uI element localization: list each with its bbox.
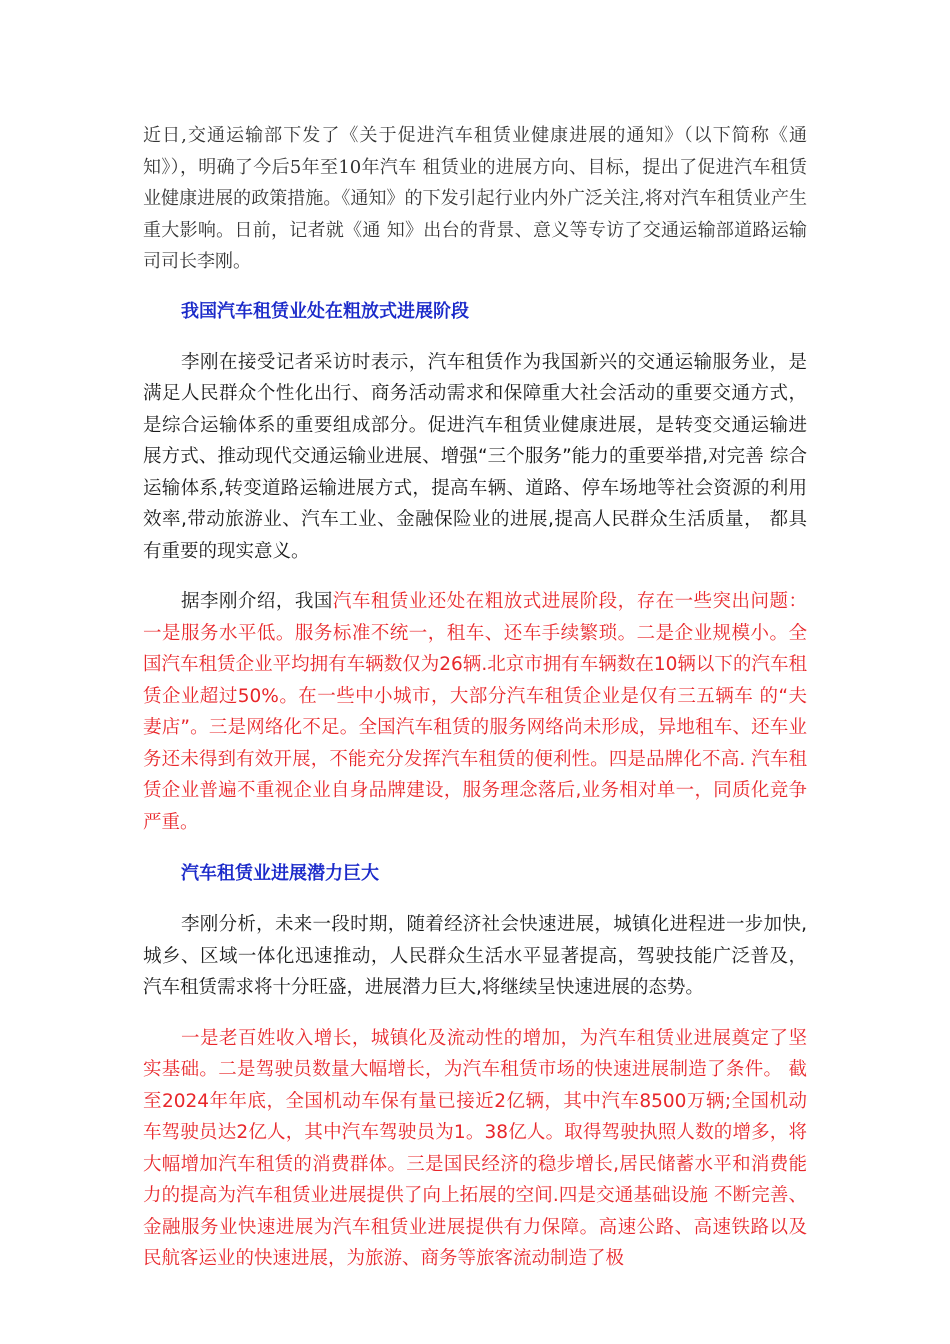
paragraph-growth-factors: 一是老百姓收入增长，城镇化及流动性的增加，为汽车租赁业进展奠定了坚实基础。二是驾驶员数量大幅增长，为汽车租赁市场的快速进展制造了条件。 截至2024年年底，全国机动车保有量已接近2亿辆，其中汽车8500万辆;全国机动车驾驶员达2亿人，其中汽车驾驶员为1。38亿人。取得驾驶执照人数的增多，将大幅增加汽车租赁的消费群体。三是国民经济的稳步增长,居民储蓄水平和消费能力的提高为汽车租赁业进展提供了向上拓展的空间.四是交通基础设施 不断完善、金融服务业快速进展为汽车租赁业进展提供有力保障。高速公路、高速铁路以及民航客运业的快速进展，为旅游、商务等旅客流动制造了极: [143, 1027, 807, 1269]
paragraph-problems-lead: 据李刚介绍，我国: [181, 591, 333, 612]
section-heading-potential: 汽车租赁业进展潜力巨大: [181, 863, 379, 884]
article-body: [143, 120, 807, 1275]
paragraph-analysis: 李刚分析，未来一段时期，随着经济社会快速进展，城镇化进程进一步加快,城乡、区域一体化迅速推动，人民群众生活水平显著提高，驾驶技能广泛普及，汽车租赁需求将十分旺盛，进展潜力巨大,将继续呈快速进展的态势。: [143, 914, 807, 998]
paragraph-significance: 李刚在接受记者采访时表示，汽车租赁作为我国新兴的交通运输服务业，是满足人民群众个性化出行、商务活动需求和保障重大社会活动的重要交通方式，是综合运输体系的重要组成部分。促进汽车租赁业健康进展，是转变交通运输进展方式、推动现代交通运输业进展、增强“三个服务”能力的重要举措,对完善 综合运输体系,转变道路运输进展方式，提高车辆、道路、停车场地等社会资源的利用效率,带动旅游业、汽车工业、金融保险业的进展,提高人民群众生活质量， 都具有重要的现实意义。: [143, 351, 807, 562]
paragraph-problems-highlight: 汽车租赁业还处在粗放式进展阶段，存在一些突出问题：一是服务水平低。服务标准不统一，租车、还车手续繁琐。二是企业规模小。全国汽车租赁企业平均拥有车辆数仅为26辆.北京市拥有车辆数在10辆以下的汽车租赁企业超过50%。在一些中小城市，大部分汽车租赁企业是仅有三五辆车 的“夫妻店”。三是网络化不足。全国汽车租赁的服务网络尚未形成，异地租车、还车业务还未得到有效开展，不能充分发挥汽车租赁的便利性。四是品牌化不高. 汽车租赁企业普遍不重视企业自身品牌建设，服务理念落后,业务相对单一，同质化竞争严重。: [143, 591, 807, 833]
paragraph-problems: [143, 586, 807, 838]
intro-paragraph: 近日,交通运输部下发了《关于促进汽车租赁业健康进展的通知》（以下简称《通知》），明确了今后5年至10年汽车 租赁业的进展方向、目标，提出了促进汽车租赁业健康进展的政策措施。《通知》的下发引起行业内外广泛关注,将对汽车租赁业产生重大影响。日前，记者就《通 知》出台的背景、意义等专访了交通运输部道路运输司司长李刚。: [143, 125, 807, 272]
section-heading-extensive-stage: 我国汽车租赁业处在粗放式进展阶段: [181, 300, 469, 322]
